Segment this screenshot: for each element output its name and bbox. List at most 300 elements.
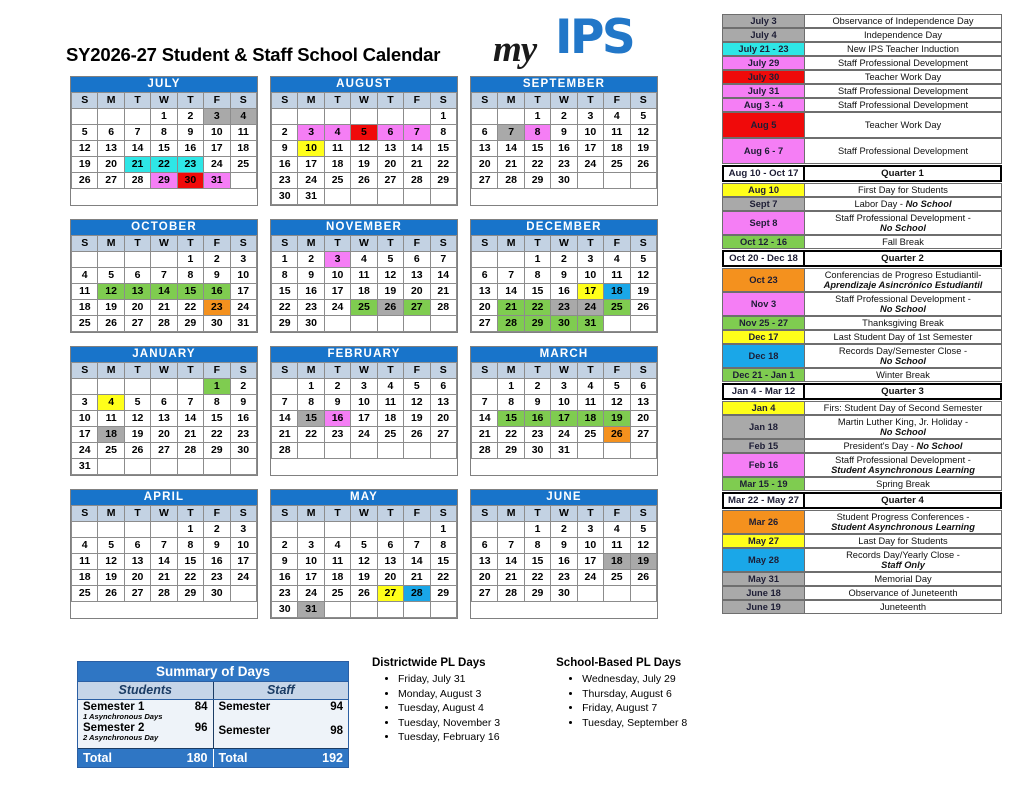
weekday-header-row [272, 93, 457, 109]
week-row [472, 395, 657, 411]
day-cell: 16 [177, 141, 203, 157]
legend-description [805, 600, 1002, 614]
legend-date: Feb 16 [722, 453, 805, 477]
legend-desc-main: Staff Professional Development [837, 86, 969, 96]
legend-description [805, 510, 1002, 534]
weekday-header: W [151, 93, 177, 109]
empty-cell [351, 109, 377, 125]
week-row [472, 157, 657, 173]
legend-desc-main: Last Student Day of 1st Semester [833, 332, 973, 342]
day-cell: 11 [604, 268, 630, 284]
legend-date: Oct 12 - 16 [722, 235, 805, 249]
week-row [72, 554, 257, 570]
empty-cell [472, 522, 498, 538]
month-grid [471, 362, 657, 459]
day-cell: 13 [630, 395, 656, 411]
legend-desc-main: Martin Luther King, Jr. Holiday - [837, 417, 969, 427]
staff-total-label: Total [218, 751, 248, 765]
day-cell: 15 [524, 141, 550, 157]
month-july [70, 76, 258, 206]
empty-cell [604, 316, 630, 332]
day-cell: 3 [324, 252, 350, 268]
empty-cell [324, 522, 350, 538]
day-cell: 27 [472, 586, 498, 602]
empty-cell [98, 459, 124, 475]
day-cell: 19 [630, 141, 656, 157]
day-cell: 7 [498, 125, 524, 141]
week-row [72, 395, 257, 411]
day-cell: 15 [524, 554, 550, 570]
month-title: APRIL [71, 490, 257, 505]
legend-row [722, 330, 1002, 344]
legend-row [722, 401, 1002, 415]
day-cell: 23 [324, 427, 350, 443]
weekday-header: F [204, 93, 230, 109]
month-title: FEBRUARY [271, 347, 457, 362]
day-cell: 14 [430, 268, 456, 284]
day-cell: 13 [404, 268, 430, 284]
week-row [472, 554, 657, 570]
day-cell: 24 [551, 427, 577, 443]
day-cell: 3 [577, 252, 603, 268]
day-cell: 16 [272, 157, 298, 173]
empty-cell [151, 522, 177, 538]
legend-date: Mar 26 [722, 510, 805, 534]
day-cell: 15 [151, 141, 177, 157]
empty-cell [472, 109, 498, 125]
legend-date: Dec 17 [722, 330, 805, 344]
day-cell: 7 [272, 395, 298, 411]
day-cell: 10 [230, 538, 256, 554]
day-cell: 5 [630, 252, 656, 268]
day-cell: 5 [404, 379, 430, 395]
day-cell: 27 [472, 173, 498, 189]
day-cell: 25 [98, 443, 124, 459]
day-cell: 23 [272, 173, 298, 189]
weekday-header: S [472, 363, 498, 379]
day-cell: 8 [524, 268, 550, 284]
students-total-label: Total [83, 751, 112, 765]
empty-cell [577, 173, 603, 189]
weekday-header: T [377, 93, 403, 109]
day-cell: 11 [377, 395, 403, 411]
empty-cell [98, 522, 124, 538]
weekday-header: M [498, 236, 524, 252]
legend-desc-emphasis: No School [880, 356, 926, 366]
day-cell: 12 [630, 125, 656, 141]
week-row [472, 252, 657, 268]
legend-row [722, 439, 1002, 453]
day-cell: 18 [604, 554, 630, 570]
day-cell: 14 [404, 554, 430, 570]
day-cell: 15 [430, 141, 456, 157]
legend-desc-main: Observance of Independence Day [832, 16, 974, 26]
legend-description [805, 42, 1002, 56]
month-row [70, 219, 670, 333]
school-based-pl-block [556, 657, 687, 745]
summary-row [214, 724, 349, 737]
day-cell: 3 [298, 538, 324, 554]
day-cell: 28 [124, 173, 150, 189]
weekday-header: W [351, 93, 377, 109]
day-cell: 2 [204, 522, 230, 538]
day-cell: 30 [272, 189, 298, 205]
day-cell: 8 [430, 125, 456, 141]
day-cell: 3 [577, 522, 603, 538]
weekday-header: S [72, 236, 98, 252]
day-cell: 8 [430, 538, 456, 554]
day-cell: 22 [524, 570, 550, 586]
weekday-header: F [604, 236, 630, 252]
day-cell: 30 [230, 443, 256, 459]
empty-cell [430, 189, 456, 205]
day-cell: 26 [98, 316, 124, 332]
weekday-header: F [204, 506, 230, 522]
weekday-header: S [230, 236, 256, 252]
day-cell: 15 [298, 411, 324, 427]
weekday-header: T [524, 93, 550, 109]
empty-cell [430, 443, 456, 459]
month-grids [70, 76, 670, 632]
weekday-header: M [498, 506, 524, 522]
month-grid [471, 505, 657, 602]
day-cell: 21 [498, 157, 524, 173]
weekday-header: S [472, 506, 498, 522]
day-cell: 24 [72, 443, 98, 459]
week-row [472, 522, 657, 538]
legend-quarter-row [722, 492, 1002, 509]
day-cell: 14 [472, 411, 498, 427]
week-row [272, 141, 457, 157]
day-cell: 27 [98, 173, 124, 189]
day-cell: 16 [298, 284, 324, 300]
page-title: SY2026-27 Student & Staff School Calendar [66, 44, 441, 65]
legend-description [805, 268, 1002, 292]
weekday-header: S [430, 236, 456, 252]
day-cell: 3 [230, 252, 256, 268]
day-cell: 7 [151, 538, 177, 554]
day-cell: 8 [204, 395, 230, 411]
empty-cell [124, 379, 150, 395]
empty-cell [404, 189, 430, 205]
empty-cell [377, 109, 403, 125]
week-row [272, 586, 457, 602]
day-cell: 22 [498, 427, 524, 443]
legend-row [722, 292, 1002, 316]
month-february [270, 346, 458, 476]
day-cell: 5 [377, 252, 403, 268]
day-cell: 17 [298, 157, 324, 173]
day-cell: 31 [577, 316, 603, 332]
day-cell: 13 [377, 141, 403, 157]
legend-desc-main: Records Day/Semester Close - [838, 346, 968, 356]
day-cell: 14 [151, 284, 177, 300]
day-cell: 6 [377, 125, 403, 141]
day-cell: 7 [404, 538, 430, 554]
day-cell: 28 [404, 586, 430, 602]
weekday-header: F [604, 506, 630, 522]
week-row [472, 300, 657, 316]
day-cell: 6 [430, 379, 456, 395]
day-cell: 23 [272, 586, 298, 602]
semester-label: Semester [218, 725, 271, 737]
weekday-header-row [272, 236, 457, 252]
week-row [72, 300, 257, 316]
day-cell: 10 [577, 538, 603, 554]
legend-row [722, 197, 1002, 211]
day-cell: 26 [630, 300, 656, 316]
day-cell: 30 [524, 443, 550, 459]
day-cell: 13 [472, 141, 498, 157]
day-cell: 13 [98, 141, 124, 157]
day-cell: 5 [604, 379, 630, 395]
legend-date: July 21 - 23 [722, 42, 805, 56]
day-cell: 22 [524, 157, 550, 173]
empty-cell [604, 443, 630, 459]
day-cell: 25 [604, 570, 630, 586]
week-row [72, 141, 257, 157]
day-cell: 7 [177, 395, 203, 411]
legend-date: Dec 21 - Jan 1 [722, 368, 805, 382]
day-cell: 9 [551, 125, 577, 141]
legend-description [805, 572, 1002, 586]
empty-cell [630, 316, 656, 332]
empty-cell [472, 379, 498, 395]
day-cell: 13 [124, 284, 150, 300]
empty-cell [430, 602, 456, 618]
week-row [472, 141, 657, 157]
empty-cell [151, 379, 177, 395]
day-cell: 25 [377, 427, 403, 443]
staff-total-value: 192 [322, 751, 343, 765]
weekday-header: T [577, 363, 603, 379]
summary-students-column [78, 700, 214, 748]
day-cell: 10 [230, 268, 256, 284]
day-cell: 27 [377, 173, 403, 189]
week-row [472, 173, 657, 189]
weekday-header: T [177, 363, 203, 379]
legend-quarter-row [722, 250, 1002, 267]
day-cell: 2 [230, 379, 256, 395]
day-cell: 22 [430, 157, 456, 173]
legend-row [722, 534, 1002, 548]
empty-cell [272, 109, 298, 125]
day-cell: 27 [404, 300, 430, 316]
week-row [272, 300, 457, 316]
day-cell: 17 [298, 570, 324, 586]
day-cell: 15 [177, 554, 203, 570]
semester-value: 94 [330, 701, 343, 713]
legend-date: May 28 [722, 548, 805, 572]
legend-row [722, 42, 1002, 56]
legend-date: July 29 [722, 56, 805, 70]
day-cell: 12 [72, 141, 98, 157]
weekday-header: T [377, 363, 403, 379]
school-based-pl-list [556, 672, 687, 730]
day-cell: 1 [151, 109, 177, 125]
month-march [470, 346, 658, 476]
week-row [472, 586, 657, 602]
day-cell: 1 [298, 379, 324, 395]
legend-desc-main: Staff Professional Development [837, 146, 969, 156]
weekday-header: S [430, 506, 456, 522]
empty-cell [630, 173, 656, 189]
empty-cell [98, 252, 124, 268]
empty-cell [377, 602, 403, 618]
day-cell: 3 [577, 109, 603, 125]
empty-cell [577, 586, 603, 602]
day-cell: 13 [151, 411, 177, 427]
legend-desc-main: First Day for Students [858, 185, 948, 195]
empty-cell [177, 459, 203, 475]
day-cell: 21 [498, 300, 524, 316]
day-cell: 3 [298, 125, 324, 141]
day-cell: 2 [177, 109, 203, 125]
legend-description [805, 138, 1002, 164]
weekday-header: M [298, 93, 324, 109]
day-cell: 29 [524, 316, 550, 332]
day-cell: 27 [124, 586, 150, 602]
day-cell: 14 [177, 411, 203, 427]
day-cell: 25 [577, 427, 603, 443]
semester-value: 98 [330, 725, 343, 737]
legend-row [722, 183, 1002, 197]
day-cell: 22 [177, 300, 203, 316]
legend-description [805, 316, 1002, 330]
legend-row [722, 477, 1002, 491]
legend-row [722, 586, 1002, 600]
weekday-header: M [498, 93, 524, 109]
weekday-header: S [472, 236, 498, 252]
day-cell: 26 [351, 586, 377, 602]
legend-desc-main: Staff Professional Development [837, 58, 969, 68]
month-grid [271, 505, 457, 618]
day-cell: 17 [230, 284, 256, 300]
day-cell: 4 [72, 538, 98, 554]
day-cell: 7 [430, 252, 456, 268]
day-cell: 6 [472, 125, 498, 141]
day-cell: 18 [324, 157, 350, 173]
empty-cell [430, 316, 456, 332]
legend-description [805, 98, 1002, 112]
day-cell: 18 [98, 427, 124, 443]
weekday-header: M [498, 363, 524, 379]
weekday-header: T [324, 506, 350, 522]
day-cell: 7 [498, 538, 524, 554]
legend-desc-main: Thanksgiving Break [862, 318, 944, 328]
day-cell: 4 [98, 395, 124, 411]
legend-desc-emphasis: Student Asynchronous Learning [831, 522, 975, 532]
month-title: JULY [71, 77, 257, 92]
empty-cell [351, 522, 377, 538]
day-cell: 18 [351, 284, 377, 300]
day-cell: 9 [204, 538, 230, 554]
weekday-header: T [524, 236, 550, 252]
legend-desc-main: Staff Professional Development - [835, 213, 971, 223]
day-cell: 2 [551, 109, 577, 125]
month-grid [71, 362, 257, 475]
empty-cell [377, 189, 403, 205]
day-cell: 20 [124, 300, 150, 316]
day-cell: 11 [604, 125, 630, 141]
legend-date: July 4 [722, 28, 805, 42]
day-cell: 25 [72, 586, 98, 602]
day-cell: 10 [324, 268, 350, 284]
day-cell: 9 [204, 268, 230, 284]
day-cell: 25 [324, 173, 350, 189]
day-cell: 14 [124, 141, 150, 157]
students-total [78, 749, 214, 767]
month-row [70, 76, 670, 206]
day-cell: 27 [630, 427, 656, 443]
day-cell: 31 [551, 443, 577, 459]
month-june [470, 489, 658, 619]
day-cell: 29 [204, 443, 230, 459]
legend-description [805, 383, 1002, 400]
empty-cell [72, 379, 98, 395]
day-cell: 6 [404, 252, 430, 268]
empty-cell [204, 459, 230, 475]
day-cell: 11 [230, 125, 256, 141]
legend-date: Aug 3 - 4 [722, 98, 805, 112]
weekday-header: T [124, 506, 150, 522]
week-row [272, 173, 457, 189]
empty-cell [351, 443, 377, 459]
day-cell: 19 [377, 284, 403, 300]
weekday-header: M [298, 363, 324, 379]
day-cell: 27 [151, 443, 177, 459]
month-grid [271, 235, 457, 332]
summary-staff-header: Staff [266, 683, 295, 697]
week-row [72, 284, 257, 300]
day-cell: 24 [230, 300, 256, 316]
weekday-header: S [430, 363, 456, 379]
legend-row [722, 235, 1002, 249]
summary-staff-column [214, 700, 349, 748]
empty-cell [377, 443, 403, 459]
week-row [272, 189, 457, 205]
day-cell: 22 [524, 300, 550, 316]
legend-row [722, 415, 1002, 439]
day-cell: 29 [524, 173, 550, 189]
weekday-header: M [98, 506, 124, 522]
weekday-header-row [472, 236, 657, 252]
legend-row [722, 56, 1002, 70]
empty-cell [124, 522, 150, 538]
day-cell: 27 [124, 316, 150, 332]
districtwide-pl-title: Districtwide PL Days [372, 657, 486, 669]
weekday-header: T [177, 506, 203, 522]
day-cell: 29 [498, 443, 524, 459]
legend-date: Aug 10 [722, 183, 805, 197]
month-october [70, 219, 258, 333]
week-row [472, 570, 657, 586]
legend-description [805, 70, 1002, 84]
legend-desc-main: Independence Day [863, 30, 943, 40]
month-title: AUGUST [271, 77, 457, 92]
week-row [472, 411, 657, 427]
day-cell: 18 [230, 141, 256, 157]
empty-cell [151, 459, 177, 475]
day-cell: 12 [630, 268, 656, 284]
week-row [272, 570, 457, 586]
day-cell: 8 [151, 125, 177, 141]
day-cell: 17 [577, 284, 603, 300]
legend-description [805, 211, 1002, 235]
day-cell: 7 [472, 395, 498, 411]
day-cell: 20 [151, 427, 177, 443]
day-cell: 11 [72, 284, 98, 300]
